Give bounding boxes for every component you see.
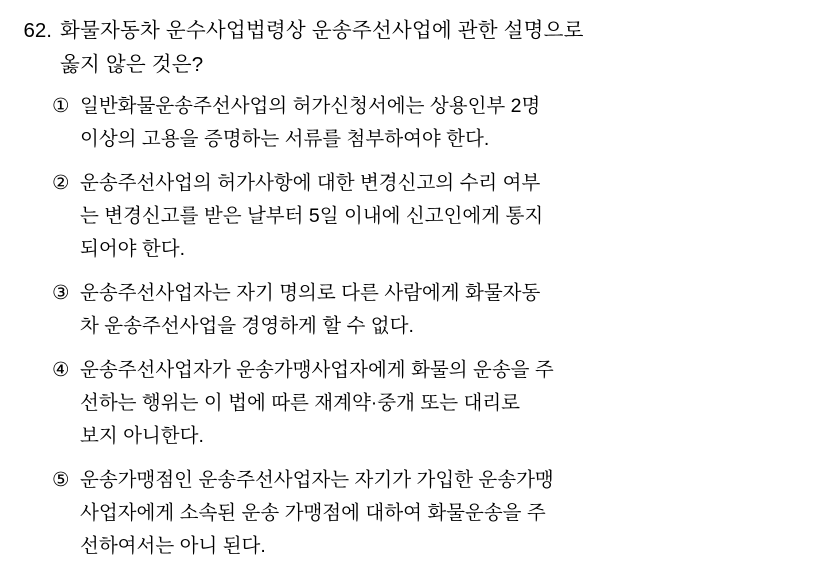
choice-text-3 [80,277,808,343]
choice-text-4 [80,354,808,453]
choice-marker-1: ① [52,95,70,117]
choice-option-4[interactable] [52,354,808,453]
choice-line: 차 운송주선사업을 경영하게 할 수 없다. [80,315,414,337]
question-text [60,14,760,82]
choice-line: 선하는 행위는 이 법에 따른 재계약·중개 또는 대리로 [80,392,520,414]
choice-line: 운송가맹점인 운송주선사업자는 자기가 가입한 운송가맹 [80,469,554,491]
choice-line: 운송주선사업자는 자기 명의로 다른 사람에게 화물자동 [80,282,541,304]
question-block [18,14,808,82]
choice-list [18,90,808,563]
choice-text-5 [80,464,808,563]
choice-line: 사업자에게 소속된 운송 가맹점에 대하여 화물운송을 주 [80,502,546,524]
choice-option-5[interactable] [52,464,808,563]
question-line: 옳지 않은 것은? [60,53,204,76]
choice-line: 는 변경신고를 받은 날부터 5일 이내에 신고인에게 통지 [80,205,544,227]
question-line: 화물자동차 운수사업법령상 운송주선사업에 관한 설명으로 [60,19,584,42]
choice-text-1 [80,90,808,156]
choice-line: 운송주선사업자가 운송가맹사업자에게 화물의 운송을 주 [80,359,554,381]
choice-option-2[interactable] [52,167,808,266]
choice-marker-3: ③ [52,282,70,304]
choice-line: 보지 아니한다. [80,425,204,447]
choice-marker-5: ⑤ [52,469,70,491]
choice-marker-2: ② [52,172,70,194]
choice-line: 일반화물운송주선사업의 허가신청서에는 상용인부 2명 [80,95,541,117]
choice-line: 이상의 고용을 증명하는 서류를 첨부하여야 한다. [80,128,490,150]
question-number: 62. [23,19,52,42]
choice-option-1[interactable] [52,90,808,156]
choice-line: 운송주선사업의 허가사항에 대한 변경신고의 수리 여부 [80,172,541,194]
choice-line: 되어야 한다. [80,238,186,260]
choice-text-2 [80,167,808,266]
choice-marker-4: ④ [52,359,70,381]
choice-option-3[interactable] [52,277,808,343]
choice-line: 선하여서는 아니 된다. [80,535,266,557]
